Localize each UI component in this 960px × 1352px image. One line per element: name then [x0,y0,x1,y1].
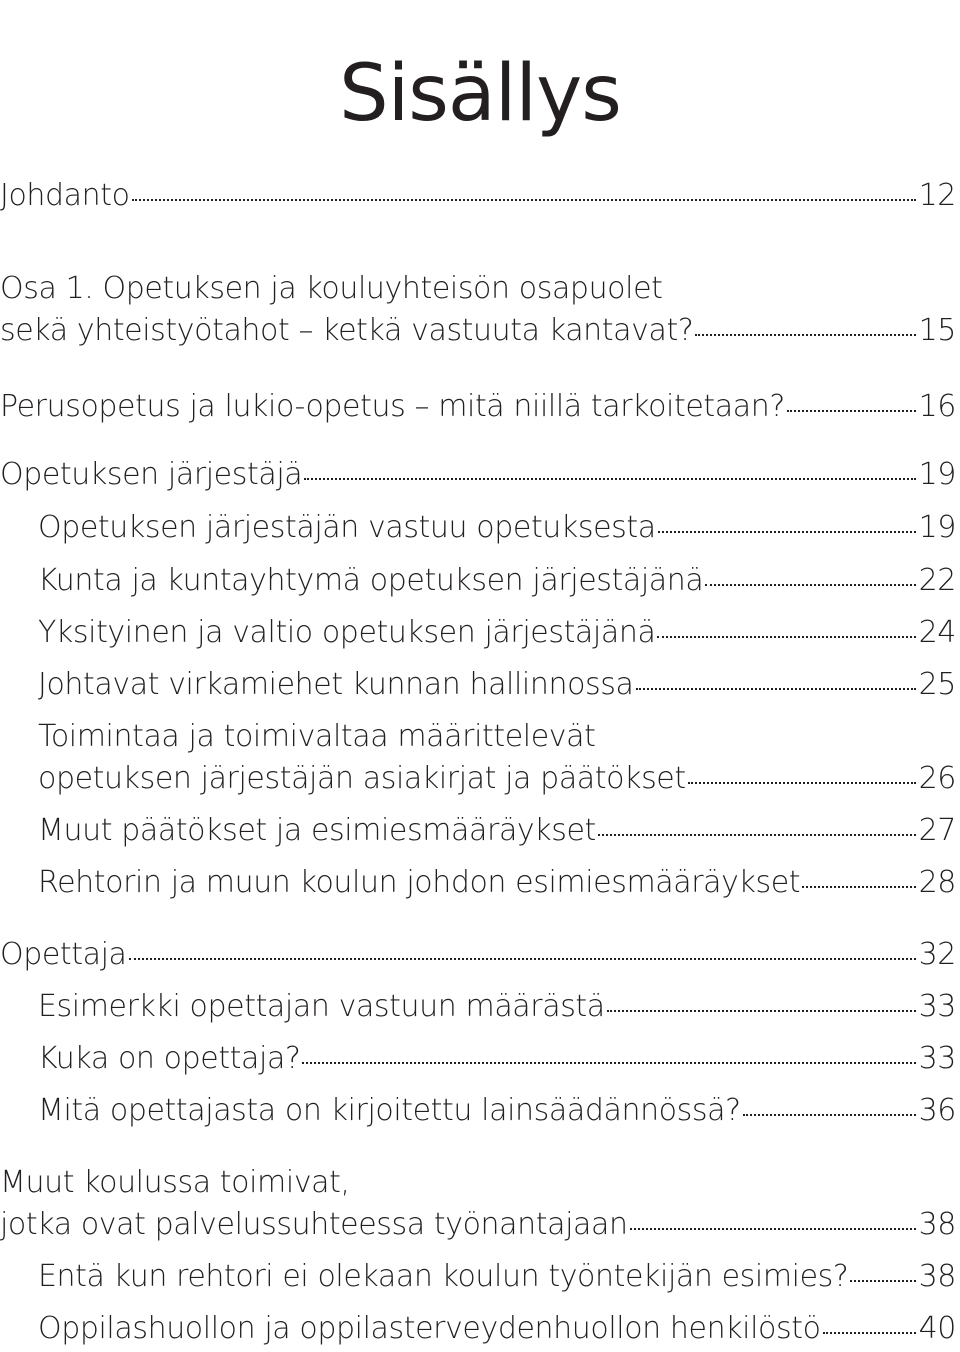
toc-page-number: 24 [918,615,956,650]
toc-entry-label: Rehtorin ja muun koulun johdon esimiesmääräykset [38,865,801,900]
dot-leader [132,197,916,201]
toc-entry[interactable] [38,1038,956,1080]
toc-entry-label: Perusopetus ja lukio-opetus – mitä niillä tarkoitetaan? [0,389,785,424]
dot-leader [302,1060,916,1064]
dot-leader [630,1226,916,1230]
toc-entry[interactable] [38,1256,956,1298]
toc-page-number: 25 [918,667,956,702]
toc-entry-label: Esimerkki opettajan vastuun määrästä [38,989,605,1024]
toc-entry-label: Oppilashuollon ja oppilasterveydenhuollon henkilöstö [38,1311,821,1346]
toc-page-number: 40 [918,1311,956,1346]
toc-entry[interactable] [38,1308,956,1350]
toc-entry-label: Kuka on opettaja? [38,1041,301,1076]
toc-entry[interactable] [0,268,956,352]
toc-page-number: 36 [918,1093,956,1128]
dot-leader [850,1278,916,1282]
toc-entry[interactable] [38,560,956,602]
toc-entry-label: Mitä opettajasta on kirjoitettu lainsäädännössä? [38,1093,741,1128]
dot-leader [304,476,916,480]
dot-leader [823,1330,916,1334]
toc-page-number: 26 [918,761,956,796]
toc-page-number: 33 [918,989,956,1024]
toc-entry-label: opetuksen järjestäjän asiakirjat ja päätökset [38,761,686,796]
dot-leader [787,408,916,412]
toc-entry[interactable] [38,810,956,852]
dot-leader [598,832,916,836]
toc-page-number: 28 [918,865,956,900]
toc-entry[interactable] [0,454,956,496]
toc-entry[interactable] [38,716,956,800]
toc-entry-label: Muut koulussa toimivat, [0,1165,350,1200]
toc-page-number: 38 [918,1207,956,1242]
dot-leader [658,529,916,533]
toc-page-number: 22 [918,563,956,598]
toc-entry-label: Kunta ja kuntayhtymä opetuksen järjestäjänä [38,563,704,598]
toc-entry-label: Osa 1. Opetuksen ja kouluyhteisön osapuolet [0,271,663,306]
toc-entry[interactable] [0,175,956,217]
dot-leader [743,1112,916,1116]
dot-leader [129,956,916,960]
toc-entry-label: Muut päätökset ja esimiesmääräykset [38,813,596,848]
dot-leader [607,1008,916,1012]
toc-entry-label: Opettaja [0,937,127,972]
toc-entry[interactable] [0,386,956,428]
toc-entry-label: sekä yhteistyötahot – ketkä vastuuta kantavat? [0,313,694,348]
toc-page-number: 27 [918,813,956,848]
toc-entry[interactable] [38,986,956,1028]
toc-entry-label: Johtavat virkamiehet kunnan hallinnossa [38,667,634,702]
toc-entry-label: jotka ovat palvelussuhteessa työnantajaan [0,1207,628,1242]
toc-page-number: 12 [918,178,956,213]
toc-entry[interactable] [0,934,956,976]
toc-entry-label: Toimintaa ja toimivaltaa määrittelevät [38,719,596,754]
toc-entry[interactable] [38,507,956,549]
toc-entry[interactable] [38,1090,956,1132]
toc-page-number: 19 [918,510,956,545]
toc-entry[interactable] [38,664,956,706]
toc-entry-label: Opetuksen järjestäjä [0,457,303,492]
dot-leader [705,582,916,586]
toc-page-number: 19 [918,457,956,492]
dot-leader [802,884,916,888]
toc-entry-label: Opetuksen järjestäjän vastuu opetuksesta [38,510,656,545]
toc-entry[interactable] [0,1162,956,1246]
dot-leader [636,686,917,690]
toc-page-number: 38 [918,1259,956,1294]
dot-leader [688,780,916,784]
toc-page-number: 15 [918,313,956,348]
toc-page-number: 16 [918,389,956,424]
page-title: Sisällys [339,49,621,140]
toc-entry-label: Entä kun rehtori ei olekaan koulun työntekijän esimies? [38,1259,849,1294]
toc-entry[interactable] [38,862,956,904]
toc-entry-label: Johdanto [0,178,130,213]
dot-leader [657,634,916,638]
toc-page-number: 33 [918,1041,956,1076]
toc-entry[interactable] [38,612,956,654]
toc-page-number: 32 [918,937,956,972]
dot-leader [695,332,916,336]
toc-entry-label: Yksityinen ja valtio opetuksen järjestäjänä [38,615,656,650]
